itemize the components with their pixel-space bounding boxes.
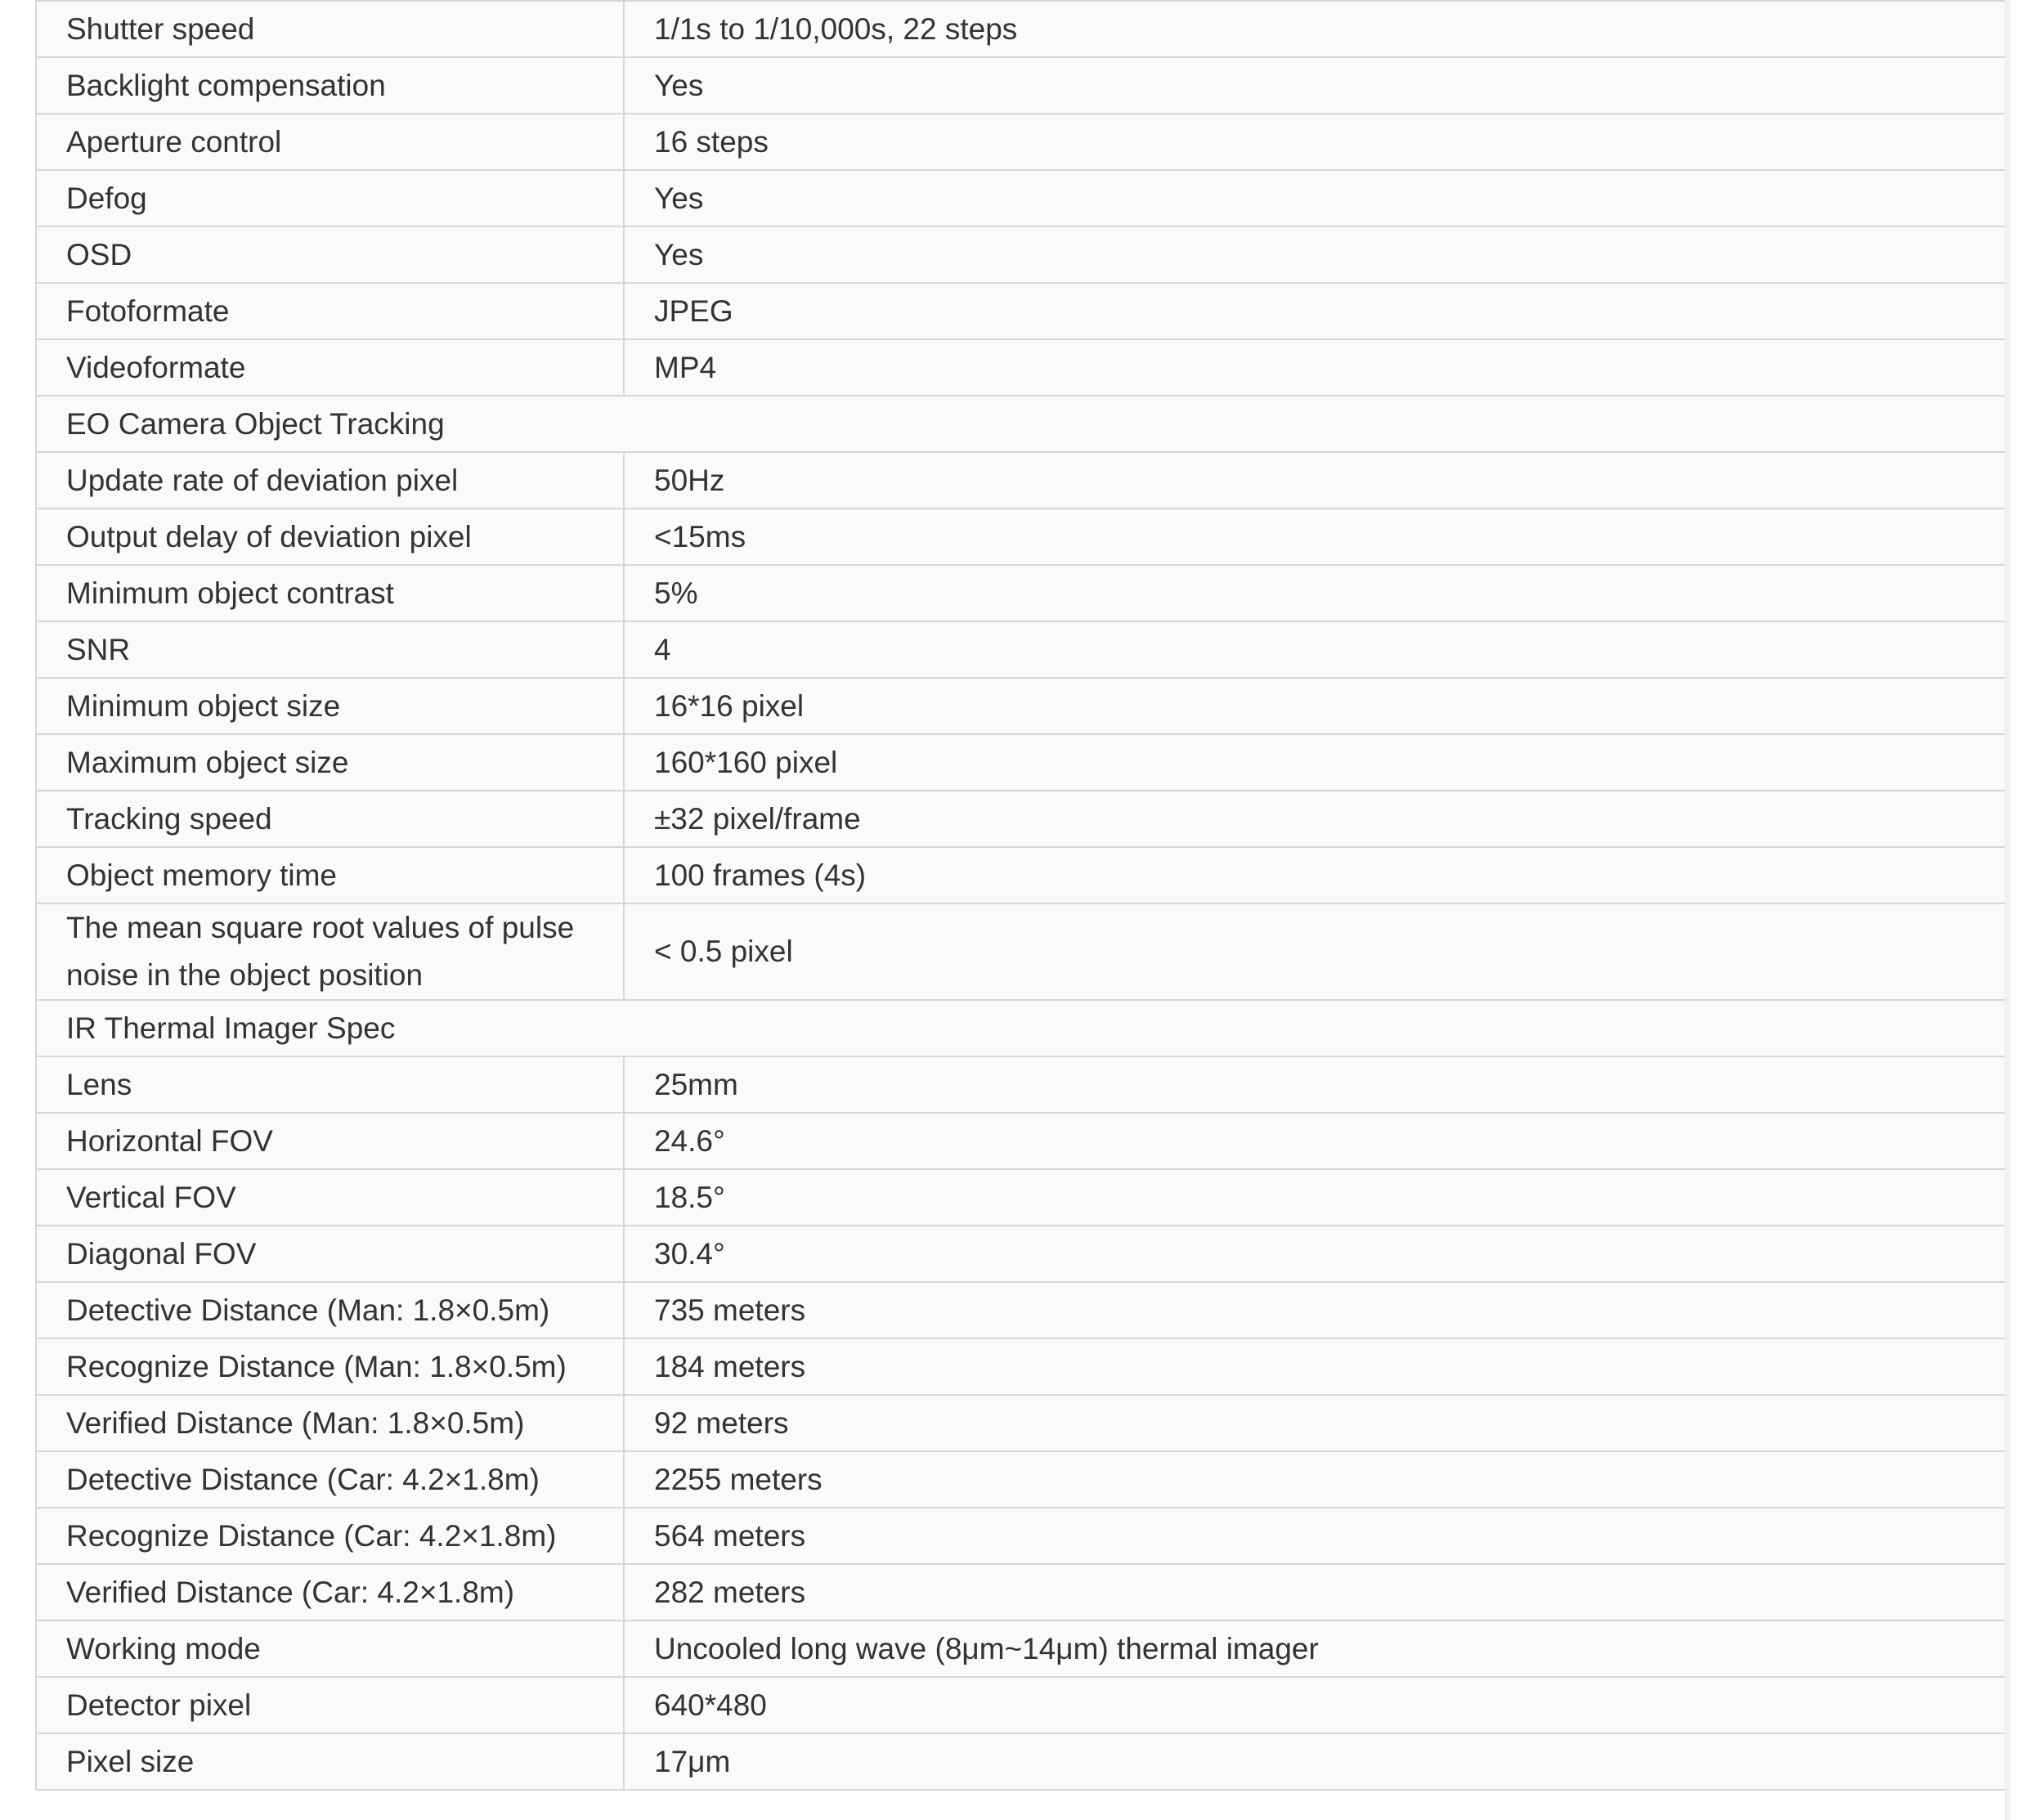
spec-label: OSD [36,226,624,283]
spec-label: Output delay of deviation pixel [36,509,624,565]
spec-row [36,452,2006,509]
spec-label: Recognize Distance (Car: 4.2×1.8m) [36,1508,624,1564]
spec-label: Minimum object size [36,678,624,734]
spec-label: Detector pixel [36,1677,624,1733]
spec-value: JPEG [624,283,2006,339]
spec-value: 640*480 [624,1677,2006,1733]
spec-value: 30.4° [624,1226,2006,1282]
spec-row [36,114,2006,170]
spec-label: Detective Distance (Man: 1.8×0.5m) [36,1282,624,1338]
page-edge-shadow [2005,0,2013,1820]
spec-value: 16*16 pixel [624,678,2006,734]
spec-value: Yes [624,57,2006,114]
spec-label: Tracking speed [36,791,624,847]
spec-label: Horizontal FOV [36,1113,624,1169]
spec-label: Vertical FOV [36,1169,624,1226]
spec-value: 4 [624,621,2006,678]
spec-row [36,1395,2006,1451]
spec-label: Lens [36,1056,624,1113]
spec-row [36,339,2006,396]
section-header: EO Camera Object Tracking [36,396,2006,452]
spec-row [36,1621,2006,1677]
spec-value: Uncooled long wave (8μm~14μm) thermal imager [624,1621,2006,1677]
spec-value: 18.5° [624,1169,2006,1226]
spec-value: 25mm [624,1056,2006,1113]
spec-row [36,1338,2006,1395]
spec-value: 184 meters [624,1338,2006,1395]
spec-row [36,283,2006,339]
spec-value: 160*160 pixel [624,734,2006,791]
spec-value: 16 steps [624,114,2006,170]
spec-row [36,1226,2006,1282]
spec-label: Shutter speed [36,1,624,57]
spec-value: Yes [624,170,2006,226]
section-header: IR Thermal Imager Spec [36,1000,2006,1056]
spec-label: The mean square root values of pulse noise in the object position [36,903,624,1000]
spec-row [36,791,2006,847]
spec-value: 1/1s to 1/10,000s, 22 steps [624,1,2006,57]
spec-label: Backlight compensation [36,57,624,114]
spec-row [36,1,2006,57]
spec-row [36,847,2006,903]
spec-row [36,509,2006,565]
spec-row [36,734,2006,791]
spec-label: Maximum object size [36,734,624,791]
spec-row [36,170,2006,226]
section-header-row [36,396,2006,452]
spec-row [36,57,2006,114]
spec-label: Verified Distance (Man: 1.8×0.5m) [36,1395,624,1451]
spec-value: ±32 pixel/frame [624,791,2006,847]
spec-row [36,678,2006,734]
spec-value: 24.6° [624,1113,2006,1169]
spec-label: Detective Distance (Car: 4.2×1.8m) [36,1451,624,1508]
spec-label: Recognize Distance (Man: 1.8×0.5m) [36,1338,624,1395]
spec-value: 17μm [624,1733,2006,1790]
spec-value: 92 meters [624,1395,2006,1451]
spec-row [36,621,2006,678]
spec-label: Minimum object contrast [36,565,624,621]
spec-label: Pixel size [36,1733,624,1790]
spec-value: 100 frames (4s) [624,847,2006,903]
spec-value: <15ms [624,509,2006,565]
spec-label: Diagonal FOV [36,1226,624,1282]
spec-row [36,1169,2006,1226]
spec-row [36,1677,2006,1733]
spec-row [36,1113,2006,1169]
spec-label: Aperture control [36,114,624,170]
spec-row [36,565,2006,621]
spec-value: MP4 [624,339,2006,396]
spec-row [36,1564,2006,1621]
spec-row [36,226,2006,283]
spec-label: Defog [36,170,624,226]
spec-label: Videoformate [36,339,624,396]
spec-value: 735 meters [624,1282,2006,1338]
spec-label: Update rate of deviation pixel [36,452,624,509]
spec-value: 5% [624,565,2006,621]
spec-row [36,903,2006,1000]
spec-label: Verified Distance (Car: 4.2×1.8m) [36,1564,624,1621]
section-header-row [36,1000,2006,1056]
spec-label: SNR [36,621,624,678]
spec-row [36,1282,2006,1338]
spec-value: < 0.5 pixel [624,903,2006,1000]
spec-row [36,1451,2006,1508]
spec-label: Working mode [36,1621,624,1677]
spec-label: Object memory time [36,847,624,903]
spec-value: 282 meters [624,1564,2006,1621]
spec-value: 2255 meters [624,1451,2006,1508]
spec-value: 564 meters [624,1508,2006,1564]
spec-row [36,1508,2006,1564]
spec-value: Yes [624,226,2006,283]
spec-table [35,0,2006,1791]
spec-table-body [36,1,2006,1790]
spec-row [36,1056,2006,1113]
spec-value: 50Hz [624,452,2006,509]
spec-label: Fotoformate [36,283,624,339]
spec-row [36,1733,2006,1790]
